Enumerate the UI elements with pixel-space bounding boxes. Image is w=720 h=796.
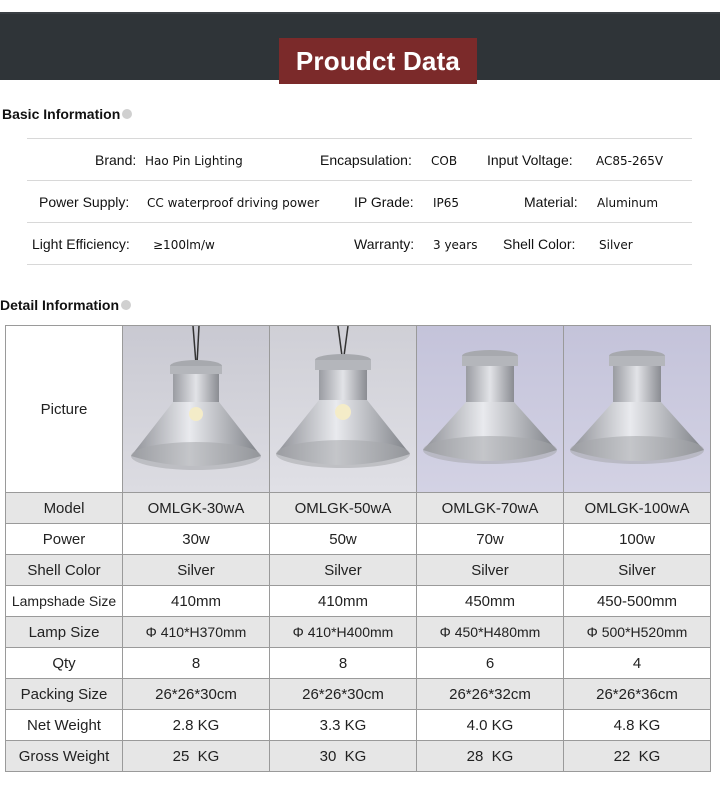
- table-cell: 2.8 KG: [123, 710, 270, 741]
- table-cell: 8: [123, 648, 270, 679]
- table-cell: 4.8 KG: [564, 710, 711, 741]
- table-cell: 8: [270, 648, 417, 679]
- detail-info-heading-text: Detail Information: [0, 297, 120, 313]
- row-label: Net Weight: [6, 710, 123, 741]
- table-row: [6, 648, 711, 679]
- table-cell: Φ 410*H370mm: [123, 617, 270, 648]
- row-label: Gross Weight: [6, 741, 123, 772]
- table-cell: 26*26*30cm: [270, 679, 417, 710]
- table-row: [6, 586, 711, 617]
- table-cell: 22 KG: [564, 741, 711, 772]
- basic-info-heading: [2, 106, 132, 122]
- table-cell: 25 KG: [123, 741, 270, 772]
- row-label: Lampshade Size: [6, 586, 123, 617]
- page-title: Proudct Data: [279, 38, 477, 84]
- table-cell: Silver: [417, 555, 564, 586]
- table-cell: 4.0 KG: [417, 710, 564, 741]
- table-cell: OMLGK-50wA: [270, 493, 417, 524]
- table-cell: 3.3 KG: [270, 710, 417, 741]
- table-cell: OMLGK-100wA: [564, 493, 711, 524]
- table-row: [6, 493, 711, 524]
- power-supply-value: CC waterproof driving power: [147, 196, 320, 210]
- encapsulation-label: Encapsulation:: [320, 152, 412, 168]
- table-cell: Φ 500*H520mm: [564, 617, 711, 648]
- row-label: Packing Size: [6, 679, 123, 710]
- power-supply-label: Power Supply:: [39, 194, 130, 210]
- table-cell: 4: [564, 648, 711, 679]
- table-row: [6, 555, 711, 586]
- table-cell: 450-500mm: [564, 586, 711, 617]
- light-efficiency-value: ≥100lm/w: [153, 238, 215, 252]
- table-cell: 6: [417, 648, 564, 679]
- header-banner: [0, 14, 720, 80]
- ip-grade-value: IP65: [433, 196, 460, 210]
- table-row: [6, 741, 711, 772]
- table-cell: OMLGK-70wA: [417, 493, 564, 524]
- warranty-value: 3 years: [433, 238, 478, 252]
- brand-value: Hao Pin Lighting: [145, 154, 243, 168]
- row-label: Lamp Size: [6, 617, 123, 648]
- lamp-image-50w: [270, 326, 417, 493]
- table-cell: OMLGK-30wA: [123, 493, 270, 524]
- ip-grade-label: IP Grade:: [354, 194, 414, 210]
- basic-row: [27, 180, 692, 222]
- detail-table: [5, 325, 711, 772]
- basic-row: [27, 138, 692, 180]
- table-cell: 410mm: [270, 586, 417, 617]
- row-label: Qty: [6, 648, 123, 679]
- row-label: Shell Color: [6, 555, 123, 586]
- lamp-image-30w: [123, 326, 270, 493]
- row-label: Power: [6, 524, 123, 555]
- table-cell: 450mm: [417, 586, 564, 617]
- table-cell: 28 KG: [417, 741, 564, 772]
- input-voltage-value: AC85-265V: [596, 154, 664, 168]
- light-efficiency-label: Light Efficiency:: [32, 236, 130, 252]
- table-cell: 26*26*32cm: [417, 679, 564, 710]
- info-bullet-icon: [121, 300, 131, 310]
- table-row: [6, 524, 711, 555]
- shell-color-label: Shell Color:: [503, 236, 576, 252]
- table-cell: 50w: [270, 524, 417, 555]
- warranty-label: Warranty:: [354, 236, 415, 252]
- material-label: Material:: [524, 194, 578, 210]
- material-value: Aluminum: [597, 196, 659, 210]
- table-cell: 30 KG: [270, 741, 417, 772]
- table-cell: 410mm: [123, 586, 270, 617]
- lamp-image-100w: [564, 326, 711, 493]
- picture-label: Picture: [6, 326, 123, 493]
- table-cell: 70w: [417, 524, 564, 555]
- row-label: Model: [6, 493, 123, 524]
- basic-row: [27, 222, 692, 265]
- picture-row: [6, 326, 711, 493]
- table-cell: Φ 450*H480mm: [417, 617, 564, 648]
- table-cell: 26*26*36cm: [564, 679, 711, 710]
- detail-info-heading: [0, 297, 131, 313]
- table-cell: Silver: [270, 555, 417, 586]
- brand-label: Brand:: [95, 152, 137, 168]
- table-row: [6, 679, 711, 710]
- encapsulation-value: COB: [431, 154, 458, 168]
- basic-info-heading-text: Basic Information: [2, 106, 121, 122]
- input-voltage-label: Input Voltage:: [487, 152, 573, 168]
- table-row: [6, 617, 711, 648]
- table-cell: 30w: [123, 524, 270, 555]
- table-cell: 100w: [564, 524, 711, 555]
- lamp-image-70w: [417, 326, 564, 493]
- table-cell: Silver: [564, 555, 711, 586]
- info-bullet-icon: [122, 109, 132, 119]
- table-cell: Φ 410*H400mm: [270, 617, 417, 648]
- shell-color-value: Silver: [599, 238, 633, 252]
- table-cell: 26*26*30cm: [123, 679, 270, 710]
- table-row: [6, 710, 711, 741]
- basic-info-table: [27, 138, 692, 265]
- table-cell: Silver: [123, 555, 270, 586]
